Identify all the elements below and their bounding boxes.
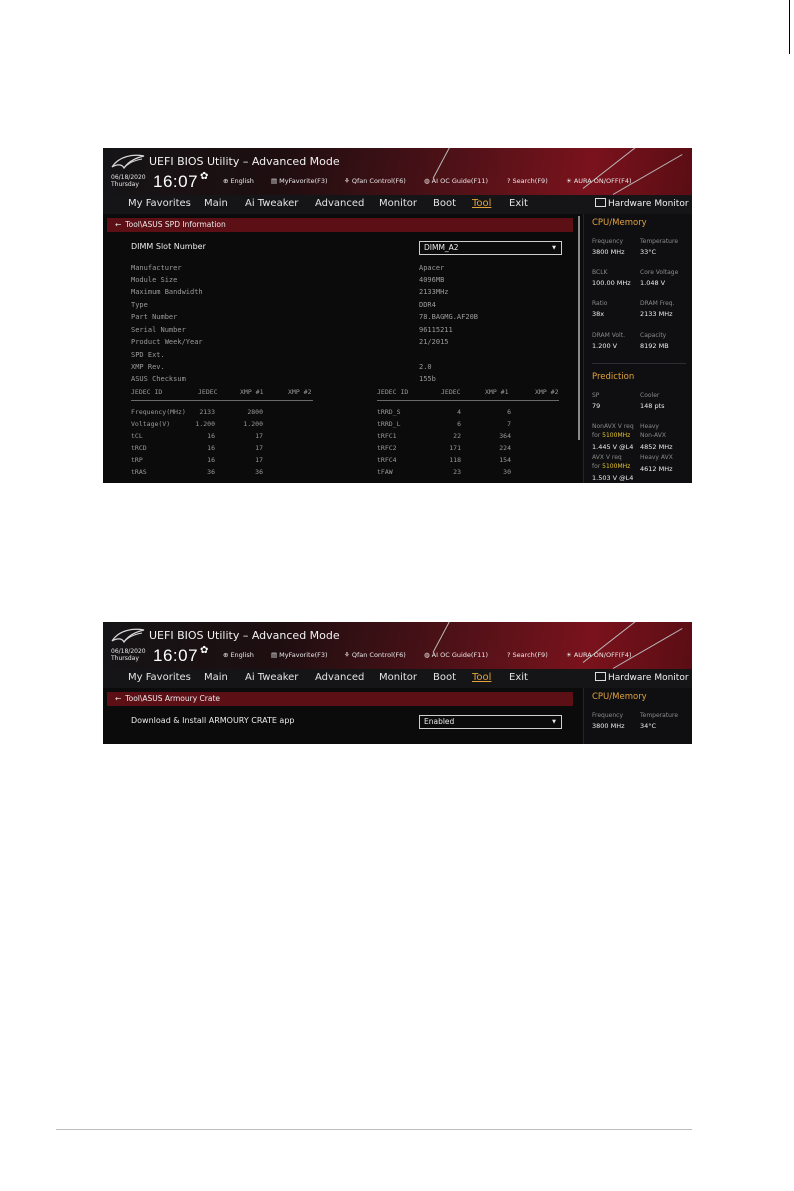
cooler-value: 148 pts <box>640 402 665 410</box>
globe-icon: ⊕ <box>223 651 229 659</box>
myfavorite-label: MyFavorite(F3) <box>279 177 328 185</box>
table-header: JEDEC <box>441 388 461 396</box>
timing-jedec: 23 <box>453 468 461 476</box>
fan-icon: ⚘ <box>344 177 350 185</box>
table-header: XMP #1 <box>485 388 509 396</box>
frequency-label: Frequency <box>592 712 623 719</box>
footer-rule <box>56 1129 692 1130</box>
heavy-label: Heavy <box>640 423 659 430</box>
armoury-crate-value: Enabled <box>424 717 455 726</box>
hardware-monitor-panel <box>583 688 692 744</box>
dram-volt-label: DRAM Volt. <box>592 332 625 339</box>
for-text: for <box>592 463 601 470</box>
gear-icon[interactable]: ✿ <box>200 645 209 656</box>
decor-streak <box>433 148 500 179</box>
tab-ai-tweaker[interactable]: Ai Tweaker <box>245 672 299 683</box>
armoury-crate-label: Download & Install ARMOURY CRATE app <box>131 716 295 725</box>
dimm-slot-dropdown[interactable] <box>419 241 562 255</box>
aura-button[interactable] <box>566 177 632 185</box>
timing-label: tRAS <box>131 468 147 476</box>
tab-tool[interactable]: Tool <box>472 198 492 209</box>
spd-label: Module Size <box>131 276 178 284</box>
tab-monitor[interactable]: Monitor <box>379 672 418 683</box>
prediction-heading: Prediction <box>592 372 635 382</box>
nonavx-for <box>592 432 630 439</box>
timing-xmp1: 17 <box>255 432 263 440</box>
cooler-label: Cooler <box>640 392 660 399</box>
table-header: XMP #2 <box>288 388 312 396</box>
qfan-button[interactable] <box>344 177 406 185</box>
spd-label: Part Number <box>131 313 178 321</box>
bios-header <box>103 622 692 669</box>
page-edge-marker <box>789 0 790 54</box>
myfavorite-label: MyFavorite(F3) <box>279 651 328 659</box>
non-avx-label: Non-AVX <box>640 432 666 439</box>
dram-freq-value: 2133 MHz <box>640 310 673 318</box>
bios-screenshot-armoury <box>103 622 692 744</box>
breadcrumb-text: Tool\ASUS Armoury Crate <box>125 694 221 703</box>
spd-label: Product Week/Year <box>131 338 203 346</box>
tab-boot[interactable]: Boot <box>433 198 457 209</box>
table-header: JEDEC ID <box>377 388 409 396</box>
dimm-slot-label: DIMM Slot Number <box>131 242 206 251</box>
fan-icon: ⚘ <box>344 651 350 659</box>
sp-label: SP <box>592 392 600 399</box>
favorite-list-icon: ▤ <box>271 651 278 659</box>
language-button[interactable] <box>223 651 254 659</box>
spd-label: ASUS Checksum <box>131 375 186 383</box>
breadcrumb[interactable] <box>107 692 573 706</box>
tab-main[interactable]: Main <box>204 672 228 683</box>
dram-freq-label: DRAM Freq. <box>640 300 675 307</box>
date-text: 06/18/2020 <box>111 648 146 655</box>
timing-label: tRRD_S <box>377 408 401 416</box>
table-header: XMP #2 <box>535 388 559 396</box>
timing-jedec: 1.200 <box>195 420 215 428</box>
ai-oc-label: AI OC Guide(F11) <box>431 651 488 659</box>
spd-value: 4096MB <box>419 276 445 284</box>
timing-label: Voltage(V) <box>131 420 171 428</box>
panel-divider <box>592 363 686 364</box>
spd-value: DDR4 <box>419 301 436 309</box>
core-voltage-label: Core Voltage <box>640 269 679 276</box>
table-header: XMP #1 <box>240 388 264 396</box>
temperature-value: 34°C <box>640 722 657 730</box>
timing-xmp1: 30 <box>503 468 511 476</box>
aura-icon: ☀ <box>566 177 572 185</box>
heavy-nonavx-value: 4852 MHz <box>640 443 673 451</box>
ai-chip-icon: ◍ <box>424 177 430 185</box>
spd-label: Maximum Bandwidth <box>131 288 203 296</box>
hardware-monitor-title <box>595 198 689 209</box>
globe-icon: ⊕ <box>223 177 229 185</box>
timing-jedec: 6 <box>457 420 461 428</box>
timing-label: tCL <box>131 432 143 440</box>
aura-label: AURA ON/OFF(F4) <box>573 651 632 659</box>
tab-exit[interactable]: Exit <box>509 672 528 683</box>
aura-button[interactable] <box>566 651 632 659</box>
hardware-monitor-panel <box>583 214 692 483</box>
qfan-label: Qfan Control(F6) <box>351 651 406 659</box>
ai-oc-guide-button[interactable] <box>424 651 488 659</box>
spd-value: 21/2015 <box>419 338 449 346</box>
hardware-monitor-label: Hardware Monitor <box>608 199 689 209</box>
armoury-crate-dropdown[interactable] <box>419 715 562 729</box>
spd-value: 2.0 <box>419 363 432 371</box>
decor-streak <box>613 628 683 669</box>
timing-xmp1: 7 <box>507 420 511 428</box>
timing-label: tRFC4 <box>377 456 397 464</box>
timing-xmp1: 17 <box>255 456 263 464</box>
bclk-label: BCLK <box>592 269 608 276</box>
avx-freq: 5100MHz <box>602 463 631 470</box>
date-display <box>111 174 146 188</box>
timing-xmp1: 36 <box>255 468 263 476</box>
ai-oc-guide-button[interactable] <box>424 177 488 185</box>
frequency-label: Frequency <box>592 238 623 245</box>
timing-jedec: 4 <box>457 408 461 416</box>
tab-main[interactable]: Main <box>204 198 228 209</box>
scrollbar[interactable] <box>578 216 580 440</box>
tab-advanced[interactable]: Advanced <box>315 198 365 209</box>
language-button[interactable] <box>223 177 254 185</box>
main-menu <box>103 195 692 214</box>
language-label: English <box>230 177 254 185</box>
timing-label: Frequency(MHz) <box>131 408 186 416</box>
main-content <box>103 214 583 483</box>
ratio-label: Ratio <box>592 300 608 307</box>
heavy-avx-value: 4612 MHz <box>640 465 673 473</box>
timing-jedec: 22 <box>453 432 461 440</box>
frequency-value: 3800 MHz <box>592 248 625 256</box>
tab-boot[interactable]: Boot <box>433 672 457 683</box>
search-button[interactable] <box>507 177 548 185</box>
timing-jedec: 2133 <box>199 408 215 416</box>
timing-xmp1: 6 <box>507 408 511 416</box>
search-help-icon: ? <box>507 177 511 185</box>
day-text: Thursday <box>111 181 139 188</box>
aura-label: AURA ON/OFF(F4) <box>573 177 632 185</box>
timing-xmp1: 1.200 <box>243 420 263 428</box>
spd-label: SPD Ext. <box>131 351 165 359</box>
timing-jedec: 171 <box>449 444 461 452</box>
table-divider <box>377 400 559 401</box>
timing-xmp1: 224 <box>499 444 511 452</box>
aura-icon: ☀ <box>566 651 572 659</box>
back-arrow-icon: ← <box>115 220 122 229</box>
spd-value: 96115211 <box>419 326 453 334</box>
main-content <box>103 688 583 744</box>
monitor-icon <box>595 198 606 207</box>
avx-label: AVX V req <box>592 454 622 461</box>
timing-jedec: 16 <box>207 456 215 464</box>
decor-streak <box>613 154 683 195</box>
capacity-label: Capacity <box>640 332 667 339</box>
avx-for <box>592 463 630 470</box>
tab-tool[interactable]: Tool <box>472 672 492 683</box>
timing-xmp1: 364 <box>499 432 511 440</box>
nonavx-value: 1.445 V @L4 <box>592 443 634 451</box>
search-button[interactable] <box>507 651 548 659</box>
timing-label: tRP <box>131 456 143 464</box>
window-title: UEFI BIOS Utility – Advanced Mode <box>149 629 340 642</box>
hardware-monitor-title <box>595 672 689 683</box>
clock: 16:07 <box>153 646 199 665</box>
avx-value: 1.503 V @L4 <box>592 474 634 482</box>
date-display <box>111 648 146 662</box>
frequency-value: 3800 MHz <box>592 722 625 730</box>
tab-exit[interactable]: Exit <box>509 198 528 209</box>
dimm-slot-value: DIMM_A2 <box>424 243 459 252</box>
timing-label: tRFC1 <box>377 432 397 440</box>
sp-value: 79 <box>592 402 601 410</box>
timing-jedec: 36 <box>207 468 215 476</box>
window-title: UEFI BIOS Utility – Advanced Mode <box>149 155 340 168</box>
ai-oc-label: AI OC Guide(F11) <box>431 177 488 185</box>
nonavx-label: NonAVX V req <box>592 423 634 430</box>
temperature-label: Temperature <box>640 238 679 245</box>
dropdown-arrow-icon: ▼ <box>552 245 556 251</box>
spd-label: Serial Number <box>131 326 186 334</box>
back-arrow-icon: ← <box>115 694 122 703</box>
bclk-value: 100.00 MHz <box>592 279 631 287</box>
timing-label: tFAW <box>377 468 393 476</box>
timing-xmp1: 154 <box>499 456 511 464</box>
rog-logo-icon <box>111 627 145 645</box>
rog-logo-icon <box>111 153 145 171</box>
qfan-label: Qfan Control(F6) <box>351 177 406 185</box>
timing-jedec: 16 <box>207 444 215 452</box>
gear-icon[interactable]: ✿ <box>200 171 209 182</box>
decor-streak <box>433 622 500 653</box>
tab-monitor[interactable]: Monitor <box>379 198 418 209</box>
favorite-list-icon: ▤ <box>271 177 278 185</box>
search-label: Search(F9) <box>512 177 548 185</box>
timing-xmp1: 2800 <box>247 408 263 416</box>
main-menu <box>103 669 692 688</box>
timing-label: tRRD_L <box>377 420 401 428</box>
spd-value: 78.BAGMG.AF20B <box>419 313 479 321</box>
temperature-value: 33°C <box>640 248 657 256</box>
core-voltage-value: 1.048 V <box>640 279 666 287</box>
timing-jedec: 16 <box>207 432 215 440</box>
myfavorite-button[interactable] <box>271 177 328 185</box>
cpu-memory-heading: CPU/Memory <box>592 218 647 228</box>
spd-label: Manufacturer <box>131 264 182 272</box>
search-help-icon: ? <box>507 651 511 659</box>
spd-value: 2133MHz <box>419 288 449 296</box>
nonavx-freq: 5100MHz <box>602 432 631 439</box>
dropdown-arrow-icon: ▼ <box>552 719 556 725</box>
search-label: Search(F9) <box>512 651 548 659</box>
temperature-label: Temperature <box>640 712 679 719</box>
heavy-avx-label: Heavy AVX <box>640 454 673 461</box>
hardware-monitor-label: Hardware Monitor <box>608 673 689 683</box>
bios-header <box>103 148 692 195</box>
timing-xmp1: 17 <box>255 444 263 452</box>
timing-label: tRFC2 <box>377 444 397 452</box>
spd-label: Type <box>131 301 148 309</box>
qfan-button[interactable] <box>344 651 406 659</box>
timing-jedec: 118 <box>449 456 461 464</box>
myfavorite-button[interactable] <box>271 651 328 659</box>
spd-label: XMP Rev. <box>131 363 165 371</box>
monitor-icon <box>595 672 606 681</box>
tab-my-favorites[interactable]: My Favorites <box>128 198 191 209</box>
for-text: for <box>592 432 601 439</box>
clock: 16:07 <box>153 172 199 191</box>
day-text: Thursday <box>111 655 139 662</box>
breadcrumb-text: Tool\ASUS SPD Information <box>125 220 226 229</box>
date-text: 06/18/2020 <box>111 174 146 181</box>
capacity-value: 8192 MB <box>640 342 669 350</box>
tab-advanced[interactable]: Advanced <box>315 672 365 683</box>
dram-volt-value: 1.200 V <box>592 342 618 350</box>
ai-chip-icon: ◍ <box>424 651 430 659</box>
table-header: JEDEC <box>198 388 218 396</box>
timing-label: tRCD <box>131 444 147 452</box>
breadcrumb[interactable] <box>107 218 573 232</box>
table-header: JEDEC ID <box>131 388 163 396</box>
ratio-value: 38x <box>592 310 605 318</box>
cpu-memory-heading: CPU/Memory <box>592 692 647 702</box>
tab-my-favorites[interactable]: My Favorites <box>128 672 191 683</box>
spd-value: Apacer <box>419 264 445 272</box>
bios-screenshot-spd <box>103 148 692 483</box>
table-divider <box>131 400 313 401</box>
spd-value: 155b <box>419 375 436 383</box>
tab-ai-tweaker[interactable]: Ai Tweaker <box>245 198 299 209</box>
language-label: English <box>230 651 254 659</box>
